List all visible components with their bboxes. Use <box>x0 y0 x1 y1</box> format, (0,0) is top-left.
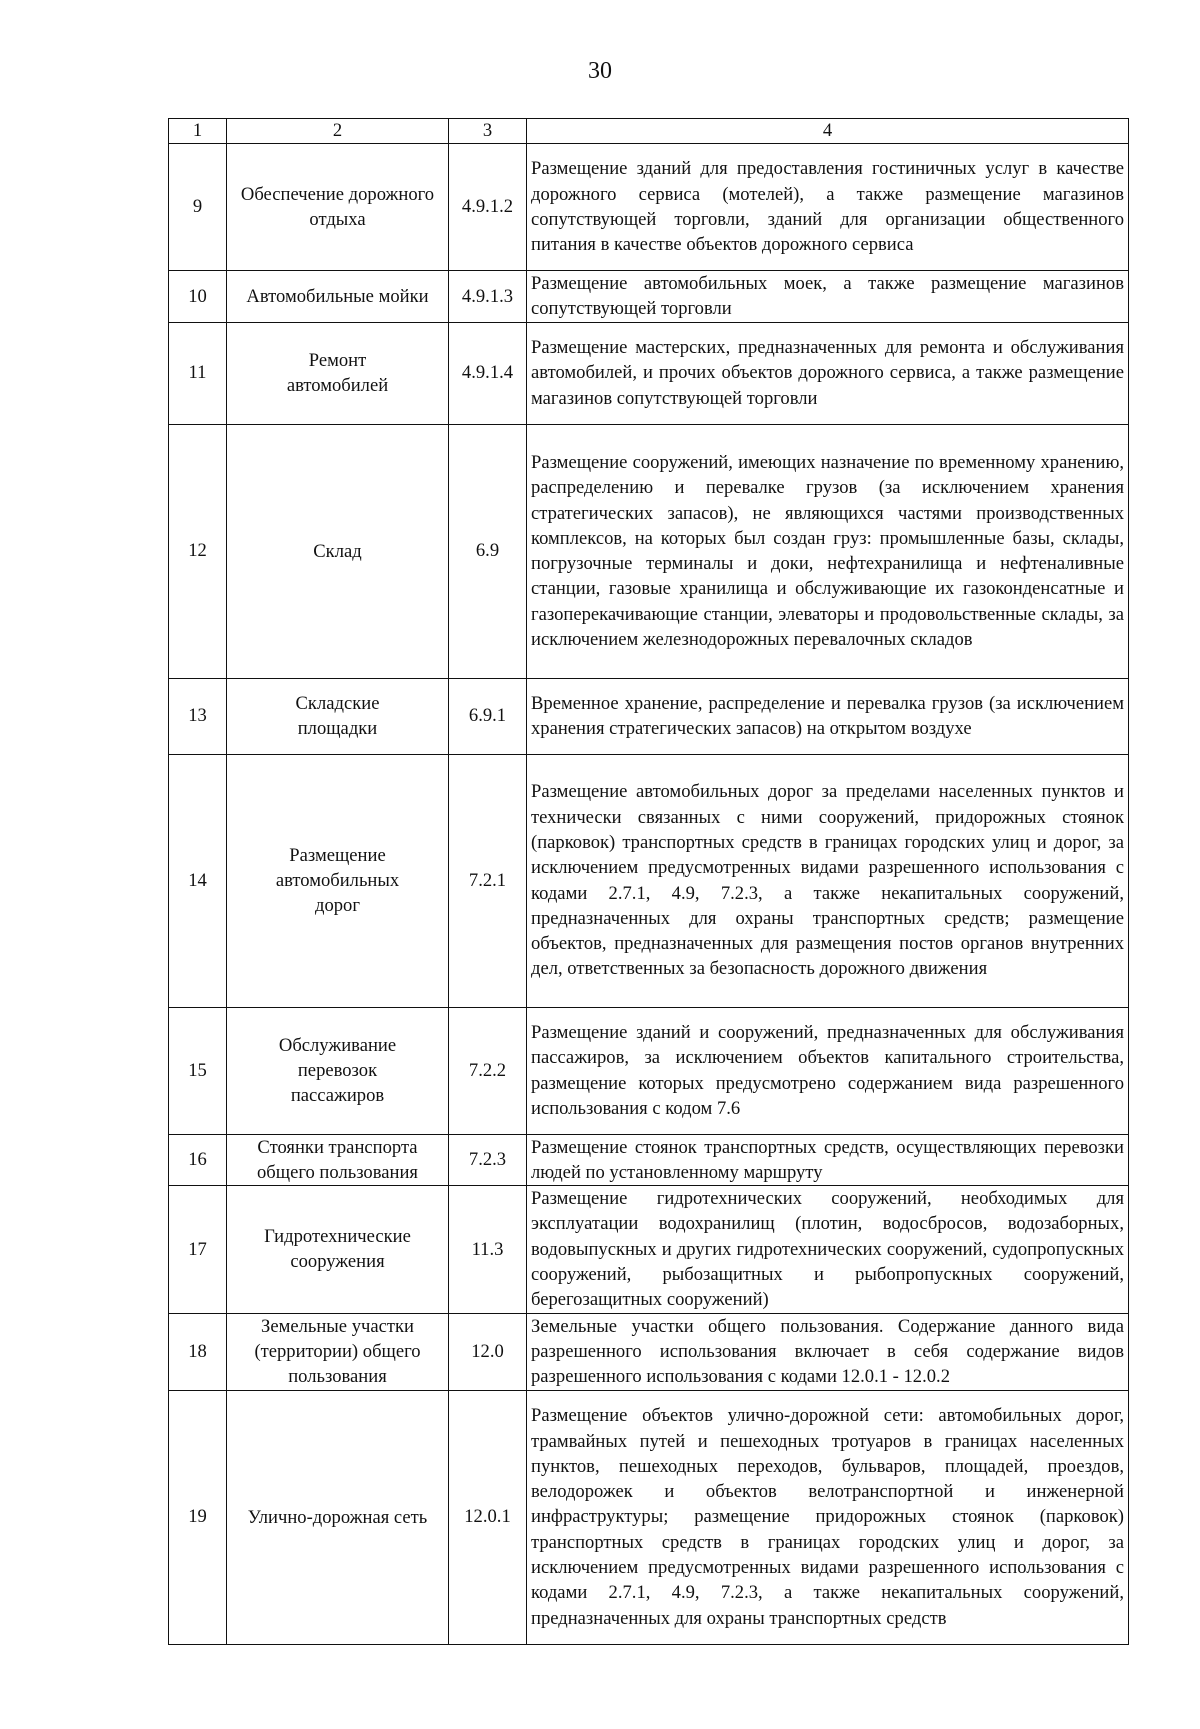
use-type-name: Стоянки транспорта общего пользования <box>227 1134 449 1186</box>
row-number: 11 <box>169 322 227 424</box>
table-row <box>169 322 1129 424</box>
use-type-description: Размещение стоянок транспортных средств, осуществляющих перевозки людей по установленному маршруту <box>527 1134 1129 1186</box>
page-number: 30 <box>588 58 612 84</box>
use-type-code: 7.2.2 <box>449 1007 527 1134</box>
row-number: 9 <box>169 144 227 271</box>
use-type-name: Ремонт автомобилей <box>227 322 449 424</box>
use-type-description: Размещение сооружений, имеющих назначение по временному хранению, распределению и перевалке грузов (за исключением хранения стратегических запасов), не являющихся частями производственных комплексов, на которых был создан груз: промышленные базы, склады, погрузочные терминалы и доки, нефтехранилища и нефтеналивные станции, газовые хранилища и обслуживающие их газоконденсатные и газоперекачивающие станции, элеваторы и продовольственные склады, за исключением железнодорожных перевалочных складов <box>527 424 1129 678</box>
table-row <box>169 424 1129 678</box>
row-number: 16 <box>169 1134 227 1186</box>
table-row <box>169 1007 1129 1134</box>
use-type-name: Гидротехнические сооружения <box>227 1186 449 1313</box>
table-row <box>169 678 1129 754</box>
use-type-description: Размещение автомобильных моек, а также размещение магазинов сопутствующей торговли <box>527 271 1129 323</box>
use-type-code: 4.9.1.3 <box>449 271 527 323</box>
table-row <box>169 754 1129 1007</box>
row-number: 12 <box>169 424 227 678</box>
use-type-description: Временное хранение, распределение и перевалка грузов (за исключением хранения стратегических запасов) на открытом воздухе <box>527 678 1129 754</box>
use-type-name: Автомобильные мойки <box>227 271 449 323</box>
use-type-description: Размещение мастерских, предназначенных для ремонта и обслуживания автомобилей, и прочих объектов дорожного сервиса, а также размещение магазинов сопутствующей торговли <box>527 322 1129 424</box>
table-row <box>169 1390 1129 1644</box>
use-type-name: Склад <box>227 424 449 678</box>
use-type-description: Размещение гидротехнических сооружений, необходимых для эксплуатации водохранилищ (плотин, водосбросов, водозаборных, водовыпускных и других гидротехнических сооружений, судопропускных сооружений, рыбозащитных и рыбопропускных сооружений, берегозащитных сооружений) <box>527 1186 1129 1313</box>
use-type-code: 6.9 <box>449 424 527 678</box>
header-col-4: 4 <box>527 119 1129 144</box>
use-type-name: Обслуживание перевозок пассажиров <box>227 1007 449 1134</box>
use-type-name: Обеспечение дорожного отдыха <box>227 144 449 271</box>
use-type-code: 4.9.1.4 <box>449 322 527 424</box>
use-type-description: Размещение объектов улично-дорожной сети: автомобильных дорог, трамвайных путей и пешеходных тротуаров в границах населенных пунктов, пешеходных переходов, бульваров, площадей, проездов, велодорожек и объектов велотранспортной и инженерной инфраструктуры; размещение придорожных стоянок (парковок) транспортных средств в границах городских улиц и дорог, за исключением предусмотренных видами разрешенного использования с кодами 2.7.1, 4.9, 7.2.3, а также некапитальных сооружений, предназначенных для охраны транспортных средств <box>527 1390 1129 1644</box>
use-type-name: Улично-дорожная сеть <box>227 1390 449 1644</box>
header-col-1: 1 <box>169 119 227 144</box>
table-row <box>169 271 1129 323</box>
use-type-code: 12.0.1 <box>449 1390 527 1644</box>
header-col-3: 3 <box>449 119 527 144</box>
use-type-code: 11.3 <box>449 1186 527 1313</box>
use-type-code: 6.9.1 <box>449 678 527 754</box>
use-type-description: Размещение зданий и сооружений, предназначенных для обслуживания пассажиров, за исключением объектов капитального строительства, размещение которых предусмотрено содержанием вида разрешенного использования с кодом 7.6 <box>527 1007 1129 1134</box>
use-type-name: Земельные участки (территории) общего пользования <box>227 1313 449 1390</box>
use-type-description: Земельные участки общего пользования. Содержание данного вида разрешенного использования включает в себя содержание видов разрешенного использования с кодами 12.0.1 - 12.0.2 <box>527 1313 1129 1390</box>
use-type-description: Размещение автомобильных дорог за пределами населенных пунктов и технически связанных с ними сооружений, придорожных стоянок (парковок) транспортных средств в границах городских улиц и дорог, за исключением предусмотренных видами разрешенного использования с кодами 2.7.1, 4.9, 7.2.3, а также некапитальных сооружений, предназначенных для охраны транспортных средств; размещение объектов, предназначенных для размещения постов органов внутренних дел, ответственных за безопасность дорожного движения <box>527 754 1129 1007</box>
use-type-name: Размещение автомобильных дорог <box>227 754 449 1007</box>
row-number: 13 <box>169 678 227 754</box>
use-type-code: 7.2.1 <box>449 754 527 1007</box>
row-number: 18 <box>169 1313 227 1390</box>
row-number: 14 <box>169 754 227 1007</box>
land-use-table <box>168 118 1129 1645</box>
use-type-description: Размещение зданий для предоставления гостиничных услуг в качестве дорожного сервиса (мотелей), а также размещение магазинов сопутствующей торговли, зданий для организации общественного питания в качестве объектов дорожного сервиса <box>527 144 1129 271</box>
row-number: 19 <box>169 1390 227 1644</box>
row-number: 17 <box>169 1186 227 1313</box>
table-row <box>169 1134 1129 1186</box>
row-number: 10 <box>169 271 227 323</box>
use-type-code: 4.9.1.2 <box>449 144 527 271</box>
use-type-code: 12.0 <box>449 1313 527 1390</box>
table-row <box>169 1313 1129 1390</box>
row-number: 15 <box>169 1007 227 1134</box>
header-col-2: 2 <box>227 119 449 144</box>
table-row <box>169 1186 1129 1313</box>
table-header-row <box>169 119 1129 144</box>
use-type-name: Складские площадки <box>227 678 449 754</box>
use-type-code: 7.2.3 <box>449 1134 527 1186</box>
table-row <box>169 144 1129 271</box>
